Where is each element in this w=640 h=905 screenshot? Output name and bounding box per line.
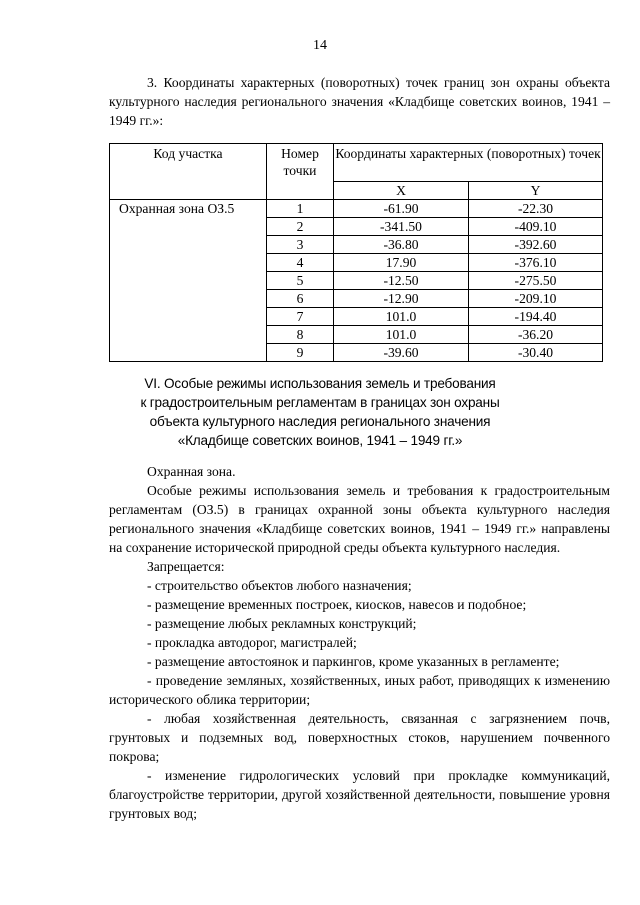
header-point-number-line1: Номер <box>281 146 319 161</box>
header-zone-code: Код участка <box>110 144 267 200</box>
x-coordinate-cell: 17.90 <box>334 254 469 272</box>
point-number-cell: 8 <box>267 326 334 344</box>
x-coordinate-cell: -36.80 <box>334 236 469 254</box>
regulations-paragraph: Особые режимы использования земель и требования к градостроительным регламентам (ОЗ.5) в границах охранной зоны объекта культурного наследия регионального значения «Кладбище советских воинов, 1941 – 1949 гг.» направлены на сохранение исторической природной среды объекта культурного наследия. <box>109 483 610 555</box>
header-x: X <box>334 182 469 200</box>
x-coordinate-cell: 101.0 <box>334 308 469 326</box>
point-number-cell: 6 <box>267 290 334 308</box>
list-item: - размещение любых рекламных конструкций; <box>147 616 417 631</box>
coordinates-table <box>109 143 603 362</box>
y-coordinate-cell: -36.20 <box>469 326 603 344</box>
intro-paragraph: 3. Координаты характерных (поворотных) точек границ зон охраны объекта культурного наследия регионального значения «Кладбище советских воинов, 1941 – 1949 гг.»: <box>109 75 610 128</box>
list-item: - размещение автостоянок и паркингов, кроме указанных в регламенте; <box>147 654 560 669</box>
list-item: - любая хозяйственная деятельность, связанная с загрязнением почв, грунтовых и подземных вод, поверхностных стоков, нарушением почвенного покрова; <box>109 711 610 764</box>
point-number-cell: 3 <box>267 236 334 254</box>
header-y: Y <box>469 182 603 200</box>
list-item: - проведение земляных, хозяйственных, иных работ, приводящих к изменению исторического облика территории; <box>109 673 610 707</box>
header-point-number <box>267 144 334 200</box>
section-title-line1: VI. Особые режимы использования земель и требования <box>144 376 496 391</box>
point-number-cell: 4 <box>267 254 334 272</box>
point-number-cell: 2 <box>267 218 334 236</box>
table-row <box>110 200 603 218</box>
zone-name-cell: Охранная зона ОЗ.5 <box>110 200 267 362</box>
zone-heading: Охранная зона. <box>147 464 236 479</box>
x-coordinate-cell: -341.50 <box>334 218 469 236</box>
point-number-cell: 9 <box>267 344 334 362</box>
point-number-cell: 5 <box>267 272 334 290</box>
section-title <box>0 374 640 450</box>
x-coordinate-cell: 101.0 <box>334 326 469 344</box>
section-title-line2: к градостроительным регламентам в границах зон охраны <box>140 395 500 410</box>
list-item: - изменение гидрологических условий при прокладке коммуникаций, благоустройстве территории, другой хозяйственной деятельности, повышение уровня грунтовых вод; <box>109 768 610 821</box>
section-title-line4: «Кладбище советских воинов, 1941 – 1949 гг.» <box>177 433 463 448</box>
x-coordinate-cell: -39.60 <box>334 344 469 362</box>
prohibited-list <box>109 576 610 823</box>
y-coordinate-cell: -30.40 <box>469 344 603 362</box>
page-number: 14 <box>313 38 327 53</box>
regulations-body <box>109 462 610 823</box>
y-coordinate-cell: -194.40 <box>469 308 603 326</box>
x-coordinate-cell: -12.90 <box>334 290 469 308</box>
section-title-line3: объекта культурного наследия регионального значения <box>149 414 491 429</box>
x-coordinate-cell: -12.50 <box>334 272 469 290</box>
prohibited-heading: Запрещается: <box>147 559 225 574</box>
y-coordinate-cell: -376.10 <box>469 254 603 272</box>
y-coordinate-cell: -392.60 <box>469 236 603 254</box>
header-coordinates: Координаты характерных (поворотных) точек <box>334 144 603 182</box>
point-number-cell: 1 <box>267 200 334 218</box>
list-item: - размещение временных построек, киосков, навесов и подобное; <box>147 597 527 612</box>
y-coordinate-cell: -209.10 <box>469 290 603 308</box>
point-number-cell: 7 <box>267 308 334 326</box>
x-coordinate-cell: -61.90 <box>334 200 469 218</box>
y-coordinate-cell: -409.10 <box>469 218 603 236</box>
header-point-number-line2: точки <box>283 163 317 178</box>
list-item: - прокладка автодорог, магистралей; <box>147 635 357 650</box>
list-item: - строительство объектов любого назначения; <box>147 578 412 593</box>
y-coordinate-cell: -275.50 <box>469 272 603 290</box>
y-coordinate-cell: -22.30 <box>469 200 603 218</box>
